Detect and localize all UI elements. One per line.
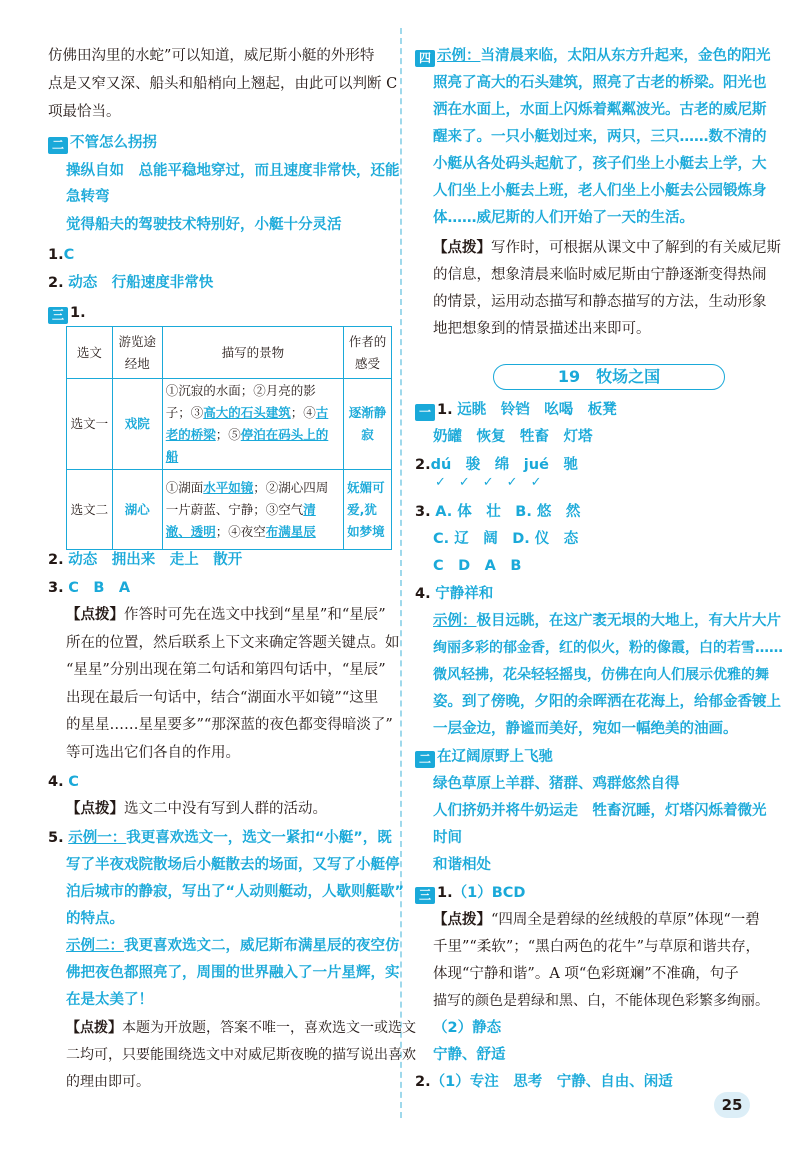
answer: 宁静祥和 [435,586,494,602]
hint-text: 描写的颜色是碧绿和黑、白，不能体现色彩繁多绚丽。 [433,993,769,1009]
section-badge: 二 [415,751,435,768]
answer: 远眺 铃铛 吆喝 板凳 [457,402,617,418]
answer: （1）BCD [452,885,526,901]
question-number: 2. [415,1074,431,1090]
column-divider [400,28,402,1118]
answer: （2）静态 [433,1020,502,1036]
question-number: 2. [48,275,64,291]
hint-text: 的理由即可。 [66,1074,150,1090]
intro-line: 点是又窄又深、船头和船梢向上翘起，由此可以判断 C [48,76,398,92]
answer: 奶罐 恢复 牲畜 灯塔 [433,429,593,445]
section-badge: 三 [48,307,68,324]
question-number: 5. [48,830,64,846]
answer: dú 骏 绵 jué 驰 [430,457,578,473]
example-text: 小艇从各处码头起航了，孩子们坐上小艇去上学，大 [433,156,767,172]
example-label: 示例： [437,48,481,64]
question-number: 3. [415,504,431,520]
table-cell: 戏院 [112,379,162,470]
hint-label: 【点拨】 [66,1020,122,1036]
hint-text: “星星”分别出现在第二句话和第四句话中，“星辰” [66,662,386,678]
answer: C D A B [433,558,522,574]
answer: C B A [68,580,131,596]
example-text: 人们坐上小艇去上班，老人们坐上小艇去公园锻炼身 [433,183,767,199]
page-number: 25 [714,1092,750,1118]
example-text: 醒来了。一只小艇划过来，两只，三只……数不清的 [433,129,767,145]
example-label: 示例二： [66,938,124,954]
answer-table [66,326,392,550]
example-text: 体……威尼斯的人们开始了一天的生活。 [433,210,694,226]
table-cell: ①湖面水平如镜；②湖心四周一片蔚蓝、宁静；③空气清澈、透明；④夜空布满星辰 [162,470,343,550]
question-number: 4. [415,586,431,602]
answer: C [68,774,79,790]
table-row [67,470,392,550]
hint-text: 本题为开放题，答案不唯一，喜欢选文一或选文 [122,1020,416,1036]
example-text: 微风轻拂，花朵轻轻摇曳，仿佛在向人们展示优雅的舞 [433,667,769,683]
answer: （1）专注 思考 宁静、自由、闲适 [430,1074,673,1090]
hint-text: “四周全是碧绿的丝绒般的草原”体现“一碧 [491,912,760,928]
question-number: 1. [437,402,453,418]
check-marks: ✓ ✓ ✓ ✓ ✓ [435,475,542,490]
example-text: 在是太美了！ [66,992,153,1008]
lesson-title: 19 牧场之国 [493,364,725,390]
table-cell: 湖心 [112,470,162,550]
intro-line: 项最恰当。 [48,104,121,120]
question-number: 2. [48,552,64,568]
hint-label: 【点拨】 [66,801,124,817]
example-text: 绚丽多彩的郁金香，红的似火，粉的像霞，白的若雪…… [433,640,783,656]
hint-text: 所在的位置，然后联系上下文来确定答题关键点。如 [66,635,400,651]
hint-label: 【点拨】 [433,240,491,256]
hint-text: 写作时，可根据从课文中了解到的有关威尼斯 [491,240,781,256]
hint-text: 等可选出它们各自的作用。 [66,745,240,761]
hint-text: 体现“宁静和谐”。A 项“色彩斑斓”不准确，句子 [433,966,739,982]
answer-line: 急转弯 [66,189,110,205]
hint-label: 【点拨】 [66,607,124,623]
answer: 动态 行船速度非常快 [68,275,214,291]
hint-text: 出现在最后一句话中，结合“湖面水平如镜”“这里 [66,690,379,706]
question-number: 4. [48,774,64,790]
example-text: 一层金边，静谧而美好，宛如一幅绝美的油画。 [433,721,738,737]
answer: A. 体 壮 B. 悠 然 [435,504,581,520]
section-badge: 四 [415,50,435,67]
hint-text: 的情景，运用动态描写和静态描写的方法，生动形象 [433,294,767,310]
hint-text: 的星星……星星要多”“那深蓝的夜色都变得暗淡了” [66,717,393,733]
table-cell: 妩媚可爱,犹如梦境 [344,470,392,550]
example-text: 泊后城市的静寂，写出了“人动则艇动，人歇则艇歇” [66,884,405,900]
hint-text: 二均可，只要能围绕选文中对威尼斯夜晚的描写说出喜欢 [66,1047,416,1063]
answer: C. 辽 阔 D. 仪 态 [433,531,579,547]
section-badge: 二 [48,137,68,154]
answer: 和谐相处 [433,857,491,873]
question-number: 1. [437,885,453,901]
table-header: 选文 [67,327,113,379]
question-number: 1. [48,247,64,263]
answer: 绿色草原上羊群、猪群、鸡群悠然自得 [433,776,680,792]
answer: 宁静、舒适 [433,1047,506,1063]
answer-line: 操纵自如 总能平稳地穿过，而且速度非常快，还能 [66,163,400,179]
example-label: 示例一： [68,830,127,846]
answer: 动态 拥出来 走上 散开 [68,552,243,568]
hint-label: 【点拨】 [433,912,491,928]
example-text: 我更喜欢选文二，威尼斯布满星辰的夜空仿 [124,938,400,954]
answer-line: 觉得船夫的驾驶技术特别好，小艇十分灵活 [66,217,342,233]
answer: 人们挤奶并将牛奶运走 牲畜沉睡，灯塔闪烁着微光 [433,803,767,819]
section-badge: 三 [415,887,435,904]
example-text: 我更喜欢选文一，选文一紧扣“小艇”，既 [126,830,392,846]
example-text: 的特点。 [66,911,124,927]
answer: 时间 [433,830,462,846]
hint-text: 的信息，想象清晨来临时威尼斯由宁静逐渐变得热闹 [433,267,767,283]
table-cell: ①沉寂的水面；②月亮的影子；③高大的石头建筑；④古老的桥梁；⑤停泊在码头上的船 [162,379,343,470]
question-number: 3. [48,580,64,596]
hint-text: 选文二中没有写到人群的活动。 [124,801,327,817]
example-label: 示例： [433,613,477,629]
example-text: 极目远眺，在这广袤无垠的大地上，有大片大片 [476,613,781,629]
hint-text: 地把想象到的情景描述出来即可。 [433,321,651,337]
hint-text: 作答时可先在选文中找到“星星”和“星辰” [124,607,386,623]
answer: 在辽阔原野上飞驰 [437,749,553,765]
example-text: 姿。到了傍晚，夕阳的余晖洒在花海上，给郁金香镀上 [433,694,781,710]
question-number: 2. [415,457,431,473]
table-cell: 选文二 [67,470,113,550]
answer: C [63,247,75,263]
section-title: 不管怎么拐拐 [70,135,157,151]
table-header: 作者的感受 [344,327,392,379]
example-text: 照亮了高大的石头建筑，照亮了古老的桥梁。阳光也 [433,75,767,91]
table-row [67,379,392,470]
example-text: 佛把夜色都照亮了，周围的世界融入了一片星辉，实 [66,965,400,981]
question-number: 1. [70,305,86,321]
intro-line: 仿佛田沟里的水蛇”可以知道，威尼斯小艇的外形特 [48,48,375,64]
example-text: 当清晨来临，太阳从东方升起来，金色的阳光 [480,48,771,64]
hint-text: 千里”“柔软”；“黑白两色的花牛”与草原和谐共存， [433,939,761,955]
example-text: 洒在水面上，水面上闪烁着粼粼波光。古老的威尼斯 [433,102,767,118]
table-header: 游览途经地 [112,327,162,379]
table-cell: 逐渐静寂 [344,379,392,470]
section-badge: 一 [415,404,435,421]
table-header: 描写的景物 [162,327,343,379]
table-cell: 选文一 [67,379,113,470]
example-text: 写了半夜戏院散场后小艇散去的场面，又写了小艇停 [66,857,400,873]
